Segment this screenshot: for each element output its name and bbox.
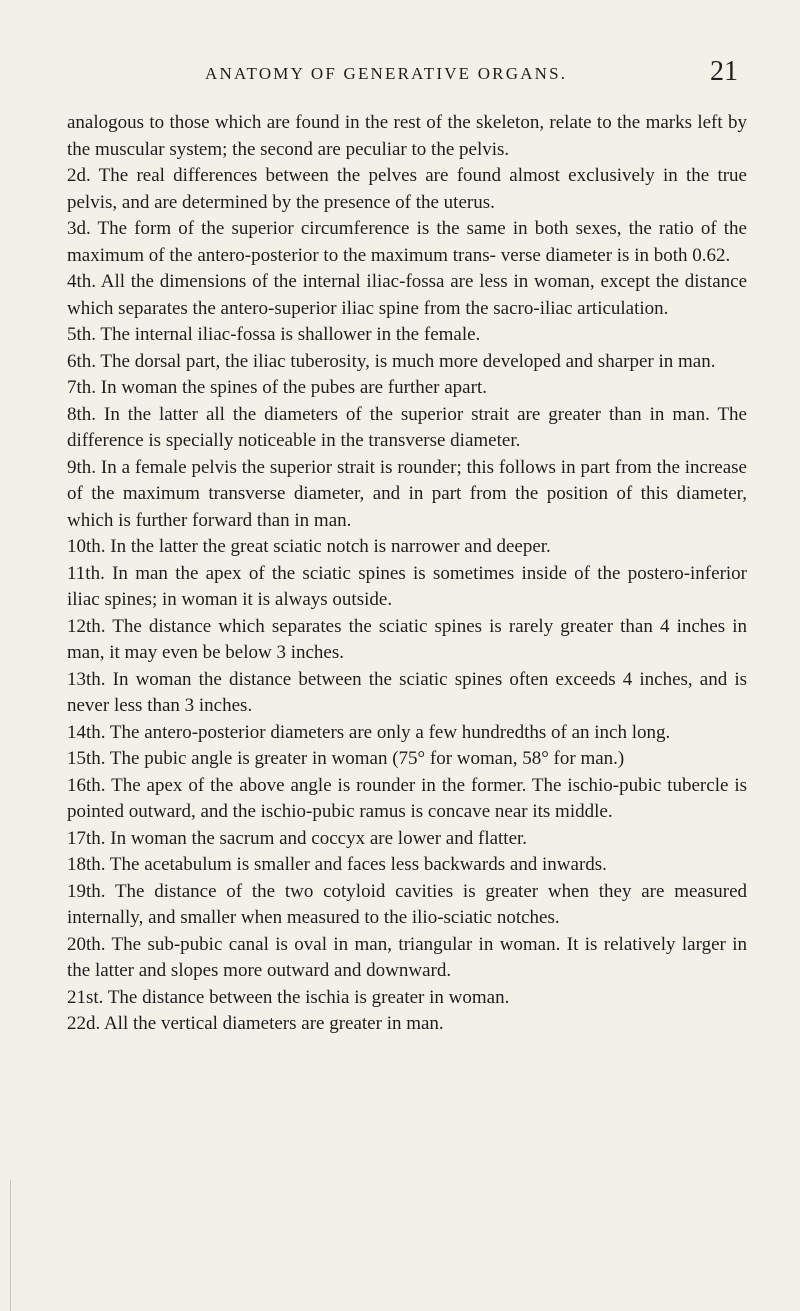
list-item: 20th. The sub-pubic canal is oval in man, triangular in woman. It is relatively larger in the latter and slopes more outward and downward. [67, 933, 747, 981]
page-edge-line [10, 1180, 11, 1311]
list-item: 19th. The distance of the two cotyloid cavities is greater when they are measured internally, and smaller when measured to the ilio-sciatic notches. [67, 880, 747, 928]
running-title: ANATOMY OF GENERATIVE ORGANS. [205, 64, 568, 83]
list-item: 5th. The internal iliac-fossa is shallower in the female. [67, 324, 481, 345]
list-item: 14th. The antero-posterior diameters are only a few hundredths of an inch long. [67, 721, 671, 743]
list-item: 13th. In woman the distance between the sciatic spines often exceeds 4 inches, and is never less than 3 inches. [67, 668, 747, 716]
list-item: 8th. In the latter all the diameters of the superior strait are greater than in man. The difference is specially noticeable in the transverse diameter. [67, 403, 747, 451]
list-item: 6th. The dorsal part, the iliac tuberosity, is much more developed and sharper in man. [67, 350, 716, 372]
paragraph-continuation: analogous to those which are found in the rest of the skeleton, relate to the marks left by the muscular system; the second are peculiar to the pelvis. [67, 112, 747, 160]
list-item: 3d. The form of the superior circumference is the same in both sexes, the ratio of the maximum of the antero-posterior to the maximum trans- verse diameter is in both 0.62. [67, 218, 747, 266]
list-item: 7th. In woman the spines of the pubes are further apart. [67, 377, 487, 398]
list-item: 12th. The distance which separates the sciatic spines is rarely greater than 4 inches in man, it may even be below 3 inches. [67, 615, 747, 663]
running-head [0, 58, 800, 94]
list-item: 17th. In woman the sacrum and coccyx are lower and flatter. [67, 827, 528, 849]
list-item: 11th. In man the apex of the sciatic spines is sometimes inside of the postero-inferior iliac spines; in woman it is always outside. [67, 562, 747, 610]
list-item: 2d. The real differences between the pelves are found almost exclusively in the true pelvis, and are determined by the presence of the uterus. [67, 165, 747, 213]
list-item: 15th. The pubic angle is greater in woman (75° for woman, 58° for man.) [67, 748, 625, 769]
list-item: 4th. All the dimensions of the internal iliac-fossa are less in woman, except the distance which separates the antero-superior iliac spine from the sacro-iliac articulation. [67, 271, 747, 319]
list-item: 10th. In the latter the great sciatic notch is narrower and deeper. [67, 536, 551, 557]
list-item: 18th. The acetabulum is smaller and faces less backwards and inwards. [67, 854, 607, 875]
list-item: 16th. The apex of the above angle is rounder in the former. The ischio-pubic tubercle is pointed outward, and the ischio-pubic ramus is concave near its middle. [67, 774, 747, 822]
list-item: 9th. In a female pelvis the superior strait is rounder; this follows in part from the increase of the maximum transverse diameter, and in part from the position of this diameter, which is further forward than in man. [67, 456, 747, 531]
list-item: 21st. The distance between the ischia is greater in woman. [67, 986, 510, 1008]
body-text [67, 110, 747, 1038]
page-number: 21 [710, 56, 738, 87]
list-item: 22d. All the vertical diameters are greater in man. [67, 1013, 444, 1034]
